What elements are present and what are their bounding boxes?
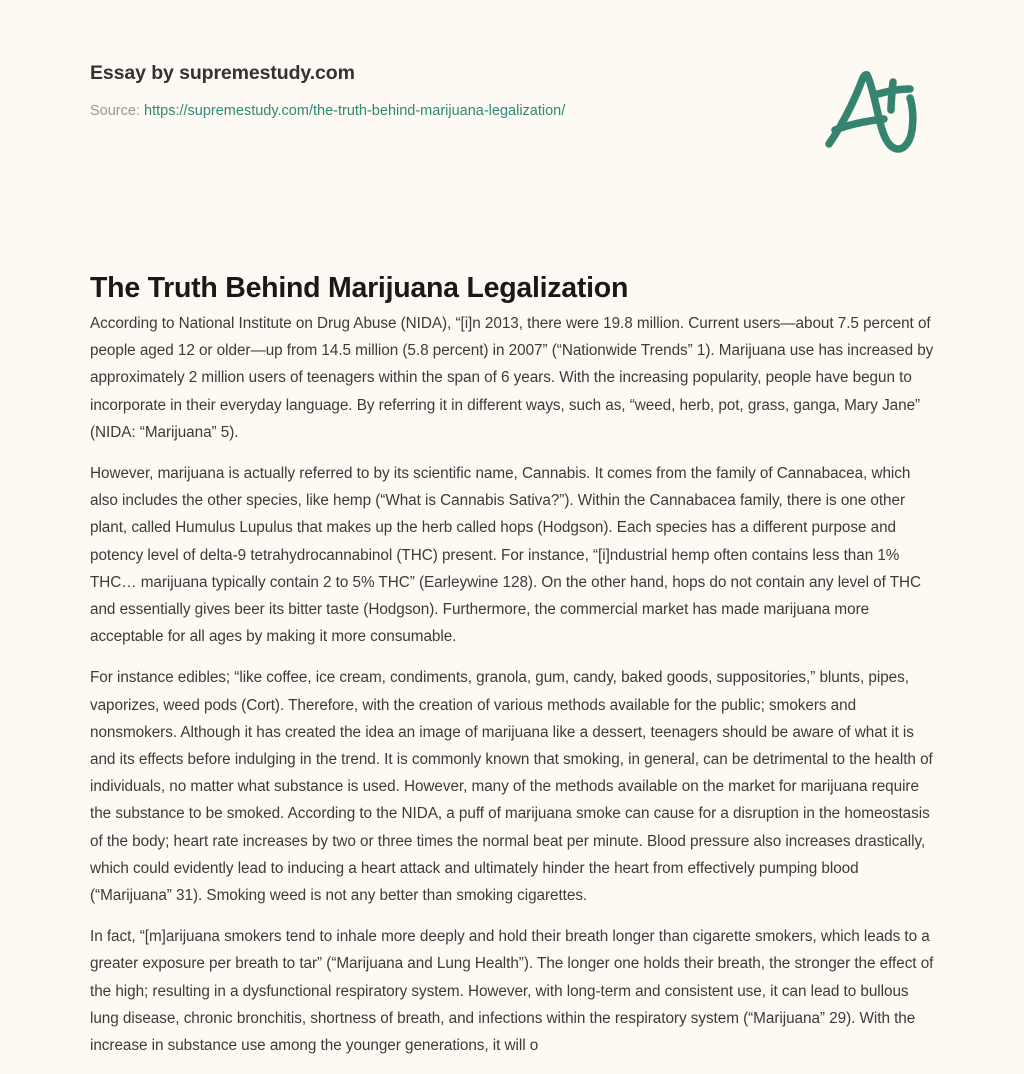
page-title: The Truth Behind Marijuana Legalization [90, 272, 629, 305]
essay-body [90, 310, 937, 1059]
source-label: Source: [90, 103, 140, 120]
brand-title: Essay by supremestudy.com [90, 62, 355, 84]
paragraph: According to National Institute on Drug Abuse (NIDA), “[i]n 2013, there were 19.8 million. Current users—about 7.5 percent of people aged 12 or older—up from 14.5 million (5.8 percent) in 2007” (“Nationwide Trends” 1). Marijuana use has increased by approximately 2 million users of teenagers within the span of 6 years. With the increasing popularity, people have begun to incorporate in their everyday language. By referring it in different ways, such as, “weed, herb, pot, grass, ganga, Mary Jane” (NIDA: “Marijuana” 5). [90, 315, 934, 441]
paragraph: However, marijuana is actually referred to by its scientific name, Cannabis. It comes from the family of Cannabacea, which also includes the other species, like hemp (“What is Cannabis Sativa?”). Within the Cannabacea family, there is one other plant, called Humulus Lupulus that makes up the herb called hops (Hodgson). Each species has a different purpose and potency level of delta-9 tetrahydrocannabinol (THC) present. For instance, “[i]ndustrial hemp often contains less than 1% THC… marijuana typically contain 2 to 5% THC” (Earleywine 128). On the other hand, hops do not contain any level of THC and essentially gives beer its bitter taste (Hodgson). Furthermore, the commercial market has made marijuana more acceptable for all ages by making it more consumable. [90, 465, 921, 646]
source-url-link[interactable]: https://supremestudy.com/the-truth-behind-marijuana-legalization/ [144, 103, 566, 120]
a-plus-logo [818, 58, 926, 166]
paragraph: For instance edibles; “like coffee, ice cream, condiments, granola, gum, candy, baked goods, suppositories,” blunts, pipes, vaporizes, weed pods (Cort). Therefore, with the creation of various methods available for the public; smokers and nonsmokers. Although it has created the idea an image of marijuana like a dessert, teenagers should be aware of what it is and its effects before indulging in the trend. It is commonly known that smoking, in general, can be detrimental to the health of individuals, no matter what substance is used. However, many of the methods available on the market for marijuana require the substance to be smoked. According to the NIDA, a puff of marijuana smoke can cause for a disruption in the homeostasis of the body; heart rate increases by two or three times the normal beat per minute. Blood pressure also increases drastically, which could evidently lead to inducing a heart attack and ultimately hinder the heart from effectively pumping blood (“Marijuana” 31). Smoking weed is not any better than smoking cigarettes. [90, 669, 933, 905]
paragraph: In fact, “[m]arijuana smokers tend to inhale more deeply and hold their breath longer than cigarette smokers, which leads to a greater exposure per breath to tar” (“Marijuana and Lung Health”). The longer one holds their breath, the stronger the effect of the high; resulting in a dysfunctional respiratory system. However, with long-term and consistent use, it can lead to bullous lung disease, chronic bronchitis, shortness of breath, and infections within the respiratory system (“Marijuana” 29). With the increase in substance use among the younger generations, it will o [90, 928, 934, 1055]
